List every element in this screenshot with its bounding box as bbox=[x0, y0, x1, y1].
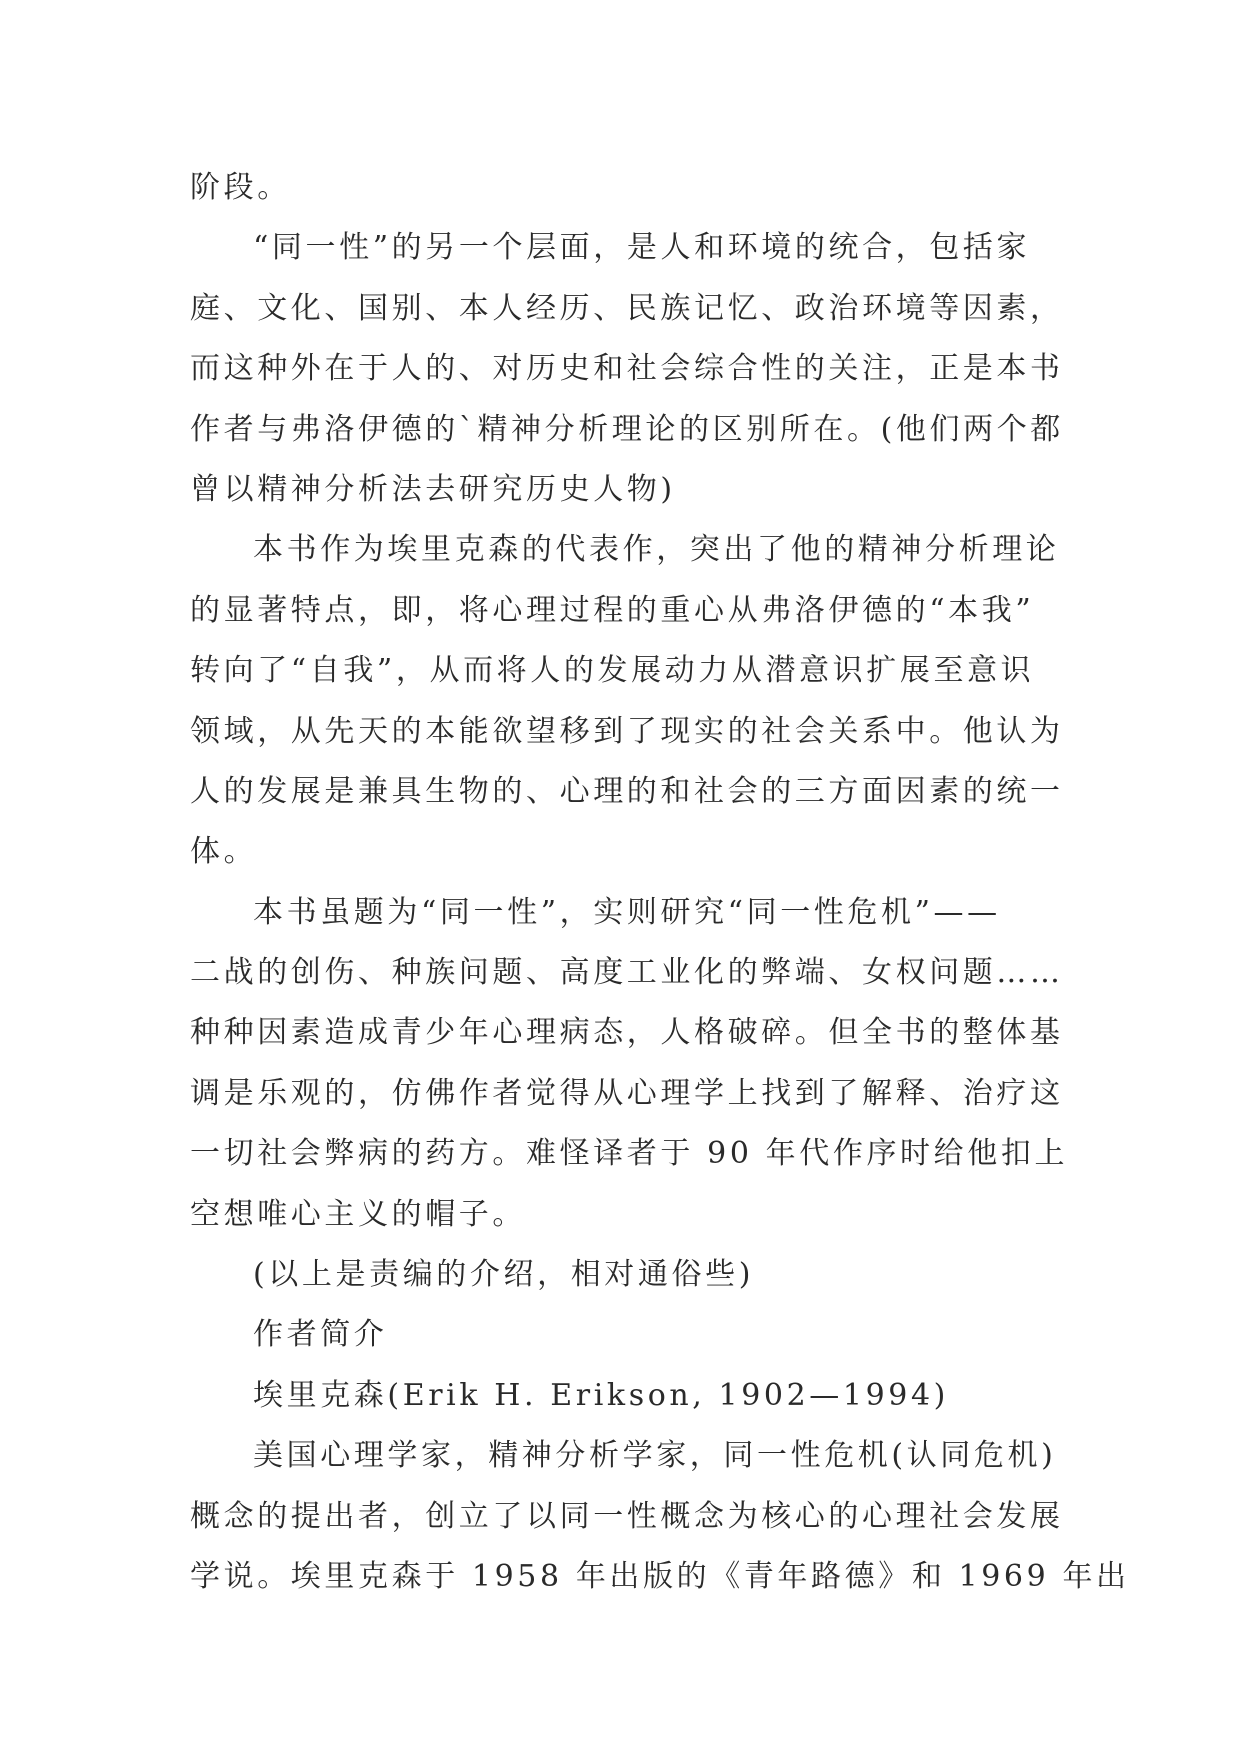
text-line: 体。 bbox=[190, 834, 258, 870]
text-line: “同一性”的另一个层面，是人和环境的统合，包括家 bbox=[253, 230, 1031, 266]
text-line: (以上是责编的介绍，相对通俗些) bbox=[253, 1257, 755, 1293]
document-body bbox=[190, 158, 1130, 1607]
text-line: 人的发展是兼具生物的、心理的和社会的三方面因素的统一 bbox=[190, 773, 1064, 809]
text-line: 转向了“自我”，从而将人的发展动力从潜意识扩展至意识 bbox=[190, 653, 1035, 689]
text-line: 埃里克森(Erik H. Erikson, 1902—1994) bbox=[253, 1377, 949, 1413]
text-line: 本书作为埃里克森的代表作，突出了他的精神分析理论 bbox=[253, 532, 1060, 568]
paragraph-7 bbox=[190, 1426, 1130, 1607]
text-line: 美国心理学家，精神分析学家，同一性危机(认同危机) bbox=[253, 1438, 1057, 1474]
text-line: 一切社会弊病的药方。难怪译者于 90 年代作序时给他扣上 bbox=[190, 1136, 1069, 1172]
text-line: 空想唯心主义的帽子。 bbox=[190, 1196, 526, 1232]
paragraph-3 bbox=[190, 883, 1069, 1245]
text-line: 阶段。 bbox=[190, 170, 291, 205]
paragraph-4 bbox=[190, 1245, 1050, 1305]
text-line: 学说。埃里克森于 1958 年出版的《青年路德》和 1969 年出 bbox=[190, 1558, 1130, 1594]
text-line: 庭、文化、国别、本人经历、民族记忆、政治环境等因素， bbox=[190, 290, 1064, 326]
text-line: 二战的创伤、种族问题、高度工业化的弊端、女权问题…… bbox=[190, 955, 1064, 991]
paragraph-5 bbox=[190, 1305, 1050, 1365]
text-line: 的显著特点，即，将心理过程的重心从弗洛伊德的“本我” bbox=[190, 592, 1035, 628]
paragraph-0 bbox=[190, 158, 1050, 218]
text-line: 而这种外在于人的、对历史和社会综合性的关注，正是本书 bbox=[190, 351, 1064, 387]
text-line: 调是乐观的，仿佛作者觉得从心理学上找到了解释、治疗这 bbox=[190, 1075, 1064, 1111]
text-line: 种种因素造成青少年心理病态，人格破碎。但全书的整体基 bbox=[190, 1015, 1064, 1051]
text-line: 作者与弗洛伊德的`精神分析理论的区别所在。(他们两个都 bbox=[190, 411, 1064, 447]
text-line: 概念的提出者，创立了以同一性概念为核心的心理社会发展 bbox=[190, 1498, 1064, 1534]
paragraph-2 bbox=[190, 520, 1064, 882]
text-line: 领域，从先天的本能欲望移到了现实的社会关系中。他认为 bbox=[190, 713, 1064, 749]
text-line: 作者简介 bbox=[253, 1317, 388, 1353]
paragraph-6 bbox=[190, 1366, 1050, 1426]
paragraph-1 bbox=[190, 218, 1064, 520]
text-line: 本书虽题为“同一性”，实则研究“同一性危机”—— bbox=[253, 894, 1001, 930]
text-line: 曾以精神分析法去研究历史人物) bbox=[190, 471, 676, 507]
